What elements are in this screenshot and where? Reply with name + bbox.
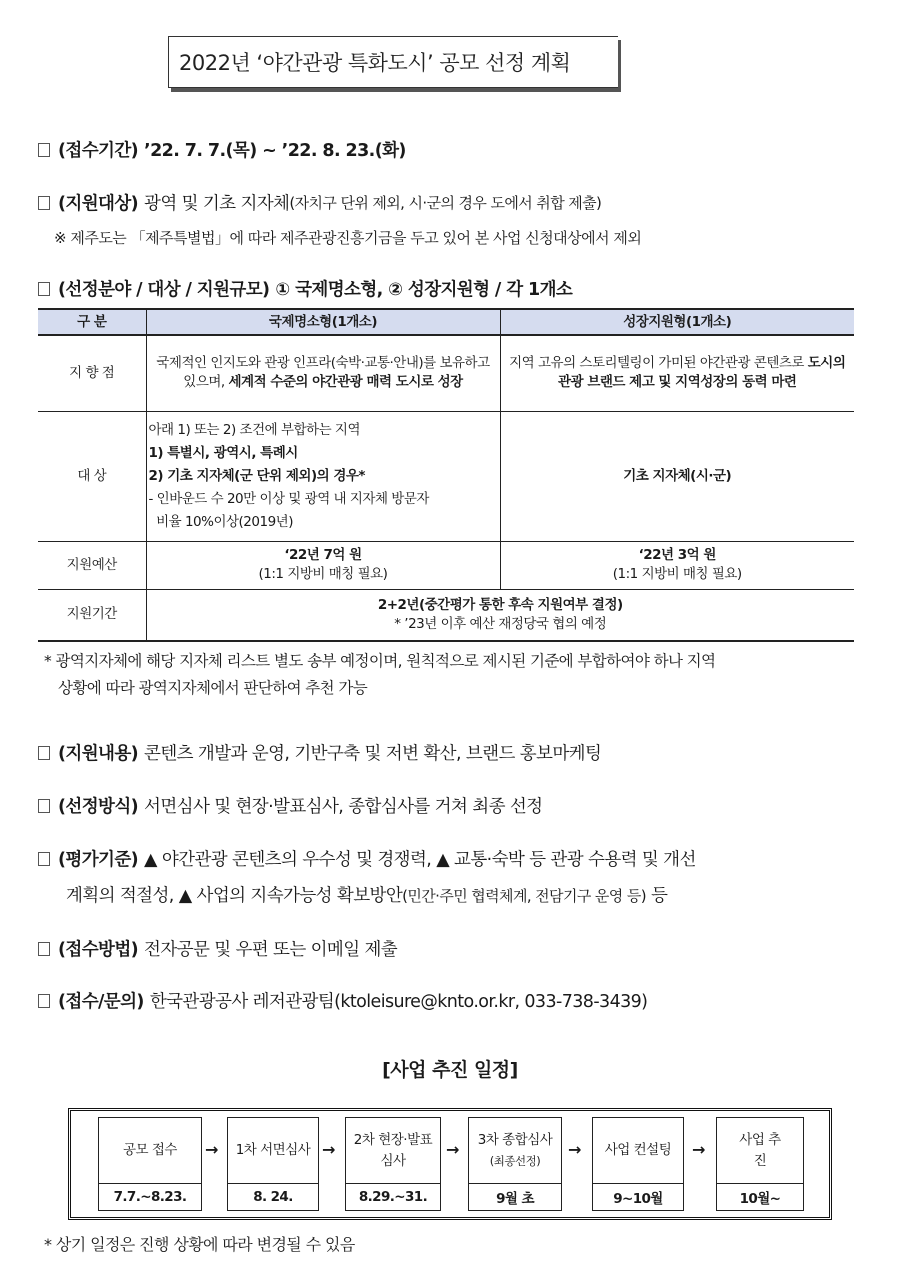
table-header: 구 분: [38, 309, 146, 335]
item-selection-method: [38, 793, 542, 818]
schedule-note: * 상기 일정은 진행 상황에 따라 변경될 수 있음: [44, 1235, 355, 1254]
schedule-step: [345, 1117, 441, 1211]
selection-table: [38, 308, 854, 642]
schedule-step: [468, 1117, 562, 1211]
cell-growth-target: 기초 지자체(시·군): [500, 411, 854, 541]
cell-intl-budget: [146, 541, 500, 589]
step-name: 사업 추진: [717, 1118, 803, 1184]
arrow-right-icon: →: [322, 1140, 336, 1159]
item-application-period: [38, 137, 406, 162]
step-date: 9~10월: [613, 1191, 663, 1207]
item-label: (접수기간): [58, 141, 139, 161]
item-text: ▲ 야간관광 콘텐츠의 우수성 및 경쟁력, ▲ 교통·숙박 등 관광 수용력 및 개선: [144, 850, 696, 870]
checkbox-bullet-icon: [38, 196, 50, 210]
checkbox-bullet-icon: [38, 143, 50, 157]
cell-text-bold: 세계적 수준의 야간관광 매력 도시로 성장: [228, 374, 463, 391]
item-label: (지원대상): [58, 194, 139, 214]
cell-growth-direction: [500, 335, 854, 411]
budget-note: (1:1 지방비 매칭 필요): [258, 566, 388, 582]
table-header: 국제명소형(1개소): [146, 309, 500, 335]
item-text: ① 국제명소형, ② 성장지원형 / 각 1개소: [275, 280, 573, 300]
item-text: ’22. 7. 7.(목) ~ ’22. 8. 23.(화): [144, 141, 406, 161]
item-text: 계획의 적절성, ▲ 사업의 지속가능성 확보방안: [66, 886, 403, 906]
item-evaluation-criteria-cont: [66, 882, 667, 907]
budget-amount: ‘22년 7억 원: [284, 547, 362, 563]
cell-text: 지역 고유의 스토리텔링이 가미된 야간관광 콘텐츠로: [509, 355, 808, 372]
item-text: 콘텐츠 개발과 운영, 기반구축 및 저변 확산, 브랜드 홍보마케팅: [144, 744, 602, 764]
budget-note: (1:1 지방비 매칭 필요): [612, 566, 742, 582]
step-name: 사업 컨설팅: [593, 1118, 683, 1184]
item-text: 한국관광공사 레저관광팀(ktoleisure@knto.or.kr, 033-738-3439): [149, 992, 648, 1012]
cell-growth-budget: [500, 541, 854, 589]
schedule-step: [98, 1117, 202, 1211]
item-text: 광역 및 기초 지자체: [144, 194, 290, 214]
cell-line: 1) 특별시, 광역시, 특례시: [148, 444, 298, 461]
checkbox-bullet-icon: [38, 282, 50, 296]
item-text: 서면심사 및 현장·발표심사, 종합심사를 거쳐 최종 선정: [144, 797, 543, 817]
item-contact: [38, 988, 647, 1013]
checkbox-bullet-icon: [38, 852, 50, 866]
item-label: (접수방법): [58, 940, 139, 960]
period-value: 2+2년(중간평가 통한 후속 지원여부 결정): [377, 596, 623, 613]
item-label: (선정분야 / 대상 / 지원규모): [58, 280, 270, 300]
row-label: 대 상: [38, 411, 146, 541]
table-footnote: [44, 648, 715, 702]
step-date: 7.7.~8.23.: [113, 1189, 187, 1205]
checkbox-bullet-icon: [38, 942, 50, 956]
footnote-line: 상황에 따라 광역지자체에서 판단하여 추천 가능: [58, 679, 368, 697]
step-name: 공모 접수: [99, 1118, 201, 1184]
item-application-method: [38, 936, 397, 961]
arrow-right-icon: →: [446, 1140, 460, 1159]
step-date: 8.29.~31.: [358, 1189, 428, 1205]
row-label: 지원기간: [38, 589, 146, 641]
table-row-period: [38, 589, 854, 641]
table-header-row: [38, 309, 854, 335]
arrow-right-icon: →: [205, 1140, 219, 1159]
footnote-line: * 광역지자체에 해당 지자체 리스트 별도 송부 예정이며, 원칙적으로 제시된 기준에 부합하여야 하나 지역: [44, 652, 716, 670]
document-title: 2022년 ‘야간관광 특화도시’ 공모 선정 계획: [168, 36, 618, 88]
cell-period: [146, 589, 854, 641]
table-row-direction: [38, 335, 854, 411]
period-note: * ’23년 이후 예산 재정당국 협의 예정: [394, 615, 607, 632]
arrow-right-icon: →: [692, 1140, 706, 1159]
cell-text: 국제적인 인지도와 관광 인프라(숙박·교통·안내)를 보유하고 있으며,: [156, 355, 490, 391]
row-label: 지 향 점: [38, 335, 146, 411]
item-text: 등: [646, 886, 668, 906]
schedule-step: [592, 1117, 684, 1211]
schedule-step: [227, 1117, 319, 1211]
cell-intl-direction: [146, 335, 500, 411]
cell-text-bold: 도시의 관광 브랜드 제고 및 지역성장의 동력 마련: [558, 355, 846, 391]
step-name: 1차 서면심사: [228, 1118, 318, 1184]
schedule-title: [사업 추진 일정]: [382, 1059, 518, 1081]
row-label: 지원예산: [38, 541, 146, 589]
step-name: 2차 현장·발표심사: [346, 1118, 440, 1184]
item-label: (지원내용): [58, 744, 139, 764]
checkbox-bullet-icon: [38, 994, 50, 1008]
item-support-content: [38, 740, 601, 765]
cell-intl-target: [146, 411, 500, 541]
step-date: 10월~: [739, 1191, 781, 1207]
item-text-detail: (민간·주민 협력체계, 전담기구 운영 등): [402, 887, 646, 905]
jeju-note: ※ 제주도는 「제주특별법」에 따라 제주관광진흥기금을 두고 있어 본 사업 신청대상에서 제외: [54, 229, 642, 247]
table-header: 성장지원형(1개소): [500, 309, 854, 335]
schedule-step: [716, 1117, 804, 1211]
item-text-detail: (자치구 단위 제외, 시·군의 경우 도에서 취합 제출): [289, 194, 602, 212]
item-selection-field: [38, 276, 572, 301]
step-name: 3차 종합심사 (최종선정): [469, 1118, 561, 1184]
item-evaluation-criteria: [38, 846, 696, 871]
item-label: (평가기준): [58, 850, 139, 870]
item-label: (선정방식): [58, 797, 139, 817]
cell-line: 비율 10%이상(2019년): [148, 513, 293, 530]
budget-amount: ‘22년 3억 원: [638, 547, 716, 563]
cell-line: 아래 1) 또는 2) 조건에 부합하는 지역: [148, 421, 360, 438]
checkbox-bullet-icon: [38, 746, 50, 760]
item-text: 전자공문 및 우편 또는 이메일 제출: [144, 940, 398, 960]
step-date: 8. 24.: [253, 1189, 293, 1205]
table-row-budget: [38, 541, 854, 589]
table-row-target: [38, 411, 854, 541]
cell-line: - 인바운드 수 20만 이상 및 광역 내 지자체 방문자: [148, 490, 429, 507]
item-label: (접수/문의): [58, 992, 144, 1012]
arrow-right-icon: →: [568, 1140, 582, 1159]
cell-line: 2) 기초 지자체(군 단위 제외)의 경우*: [148, 467, 365, 484]
step-date: 9월 초: [496, 1191, 534, 1207]
item-support-target: [38, 190, 601, 215]
checkbox-bullet-icon: [38, 799, 50, 813]
